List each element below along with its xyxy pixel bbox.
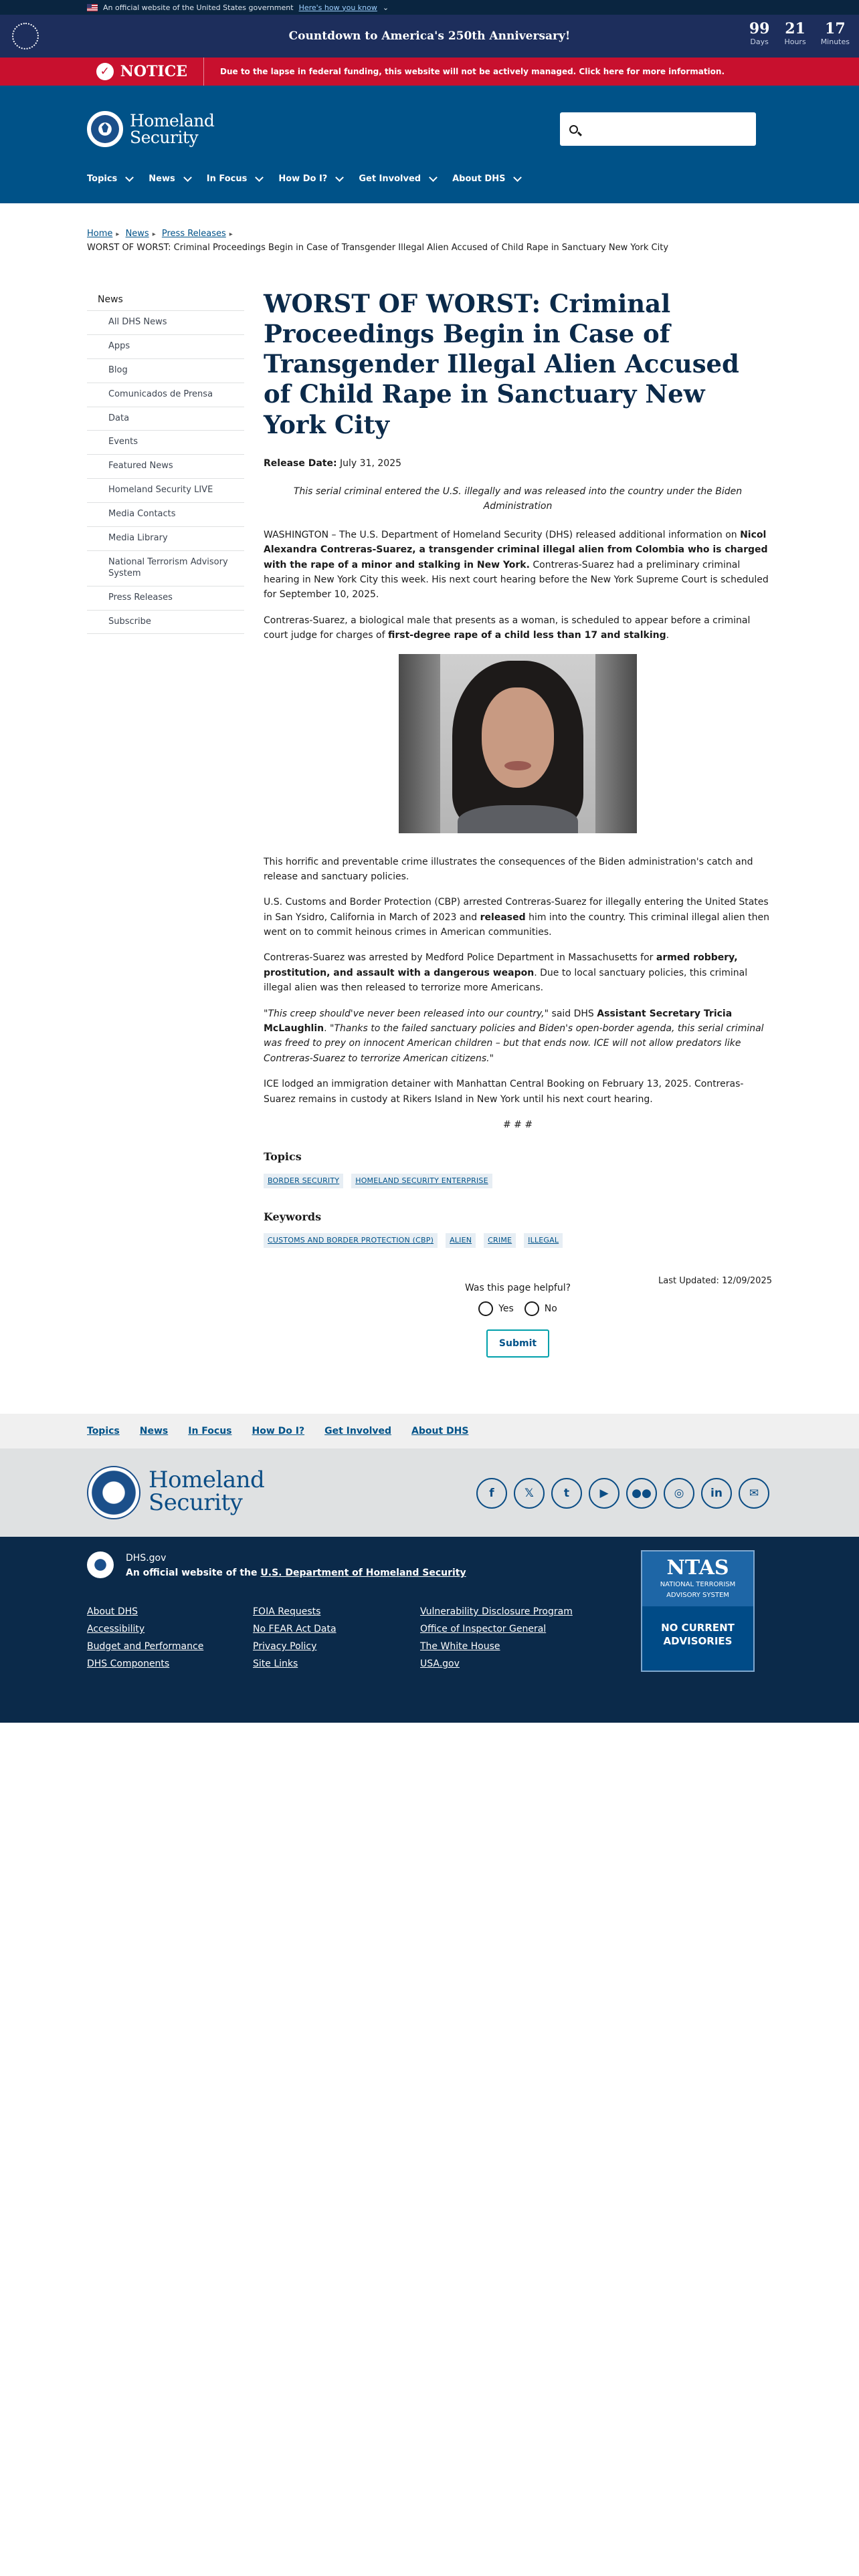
footer-link-white-house[interactable]: The White House (420, 1641, 500, 1652)
radio-no-label: No (544, 1303, 557, 1314)
text: WASHINGTON – The U.S. Department of Homeland Security (DHS) released additional information on (264, 529, 741, 540)
countdown-timer (749, 20, 850, 46)
article-summary: This serial criminal entered the U.S. illegally and was released into the country under the Biden Administration (293, 486, 743, 512)
sidebar-item-subscribe[interactable]: Subscribe (87, 611, 244, 635)
linkedin-icon[interactable]: in (701, 1478, 732, 1509)
sidebar-item-homeland-security-live[interactable]: Homeland Security LIVE (87, 479, 244, 503)
main-nav (87, 174, 520, 184)
facebook-icon[interactable]: f (476, 1478, 507, 1509)
social-links (476, 1478, 769, 1509)
footer-nav-topics[interactable]: Topics (87, 1426, 120, 1436)
search-icon[interactable] (569, 125, 578, 134)
nav-label: How Do I? (278, 174, 328, 184)
gov-banner-text: An official website of the United States government (103, 3, 294, 12)
instagram-icon[interactable]: ◎ (664, 1478, 694, 1509)
text: . Due to local sanctuary policies, this criminal illegal alien was then released to terrorize more Americans. (264, 967, 748, 994)
footer-link-oig[interactable]: Office of Inspector General (420, 1624, 547, 1634)
search-box (560, 112, 756, 146)
countdown-hours (784, 20, 805, 46)
truth-social-icon[interactable]: t (551, 1478, 582, 1509)
footer-links (87, 1606, 594, 1669)
chevron-down-icon (429, 173, 438, 182)
notice-banner[interactable] (0, 58, 859, 86)
breadcrumb-news[interactable]: News (125, 229, 149, 239)
footer-nav-in-focus[interactable]: In Focus (188, 1426, 232, 1436)
text: Contreras-Suarez, a biological male that presents as a woman, is scheduled to appear before a criminal court judge for charges of (264, 615, 751, 641)
mugshot-image (399, 654, 637, 833)
ntas-subtitle-2: ADVISORY SYSTEM (666, 1592, 729, 1599)
text: . (324, 1023, 330, 1035)
tag-alien[interactable]: ALIEN (446, 1233, 476, 1248)
footer-link-no-fear[interactable]: No FEAR Act Data (253, 1624, 337, 1634)
tag-border-security[interactable]: BORDER SECURITY (264, 1174, 343, 1188)
flickr-icon[interactable]: ●● (626, 1478, 657, 1509)
ntas-status-line-2: ADVISORIES (663, 1635, 733, 1648)
text: Contreras-Suarez had a preliminary criminal hearing in New York City this week. His next court hearing before the New York Supreme Court is scheduled for September 10, 2025. (264, 559, 769, 601)
ntas-widget[interactable] (641, 1550, 755, 1672)
nav-topics[interactable] (87, 174, 132, 184)
footer-site-name: DHS.gov (126, 1553, 167, 1564)
topics-heading: Topics (264, 1150, 302, 1164)
footer-link-about-dhs[interactable]: About DHS (87, 1606, 138, 1617)
ntas-status (642, 1606, 753, 1648)
sidebar-item-data[interactable]: Data (87, 407, 244, 431)
quote-text: "Thanks to the failed sanctuary policies and Biden's open-border agenda, this serial criminal was freed to prey on innocent American children – but that ends now. ICE will not allow predators like Contreras-Suarez to terrorize American citizens." (264, 1023, 764, 1064)
dhs-seal-icon[interactable] (87, 1466, 140, 1519)
chevron-down-icon (335, 173, 344, 182)
chevron-down-icon (255, 173, 264, 182)
nav-get-involved[interactable] (359, 174, 436, 184)
text: him into the country. This criminal illegal alien then went on to commit heinous crimes in American communities. (264, 911, 770, 938)
brand-name (130, 112, 214, 146)
bold-text: released (480, 911, 526, 923)
paragraph-1 (264, 528, 772, 603)
dhs-seal-icon (87, 111, 123, 147)
footer-nav (0, 1414, 859, 1448)
topics-tags (264, 1174, 772, 1188)
x-twitter-icon[interactable]: 𝕏 (514, 1478, 545, 1509)
photo-shirt (458, 805, 578, 833)
paragraph-4 (264, 895, 772, 940)
breadcrumb (87, 227, 668, 255)
feedback-no-option[interactable] (524, 1301, 557, 1316)
tag-crime[interactable]: CRIME (484, 1233, 516, 1248)
nav-in-focus[interactable] (207, 174, 263, 184)
chevron-down-icon[interactable]: ⌄ (382, 3, 389, 12)
sidebar-item-media-contacts[interactable]: Media Contacts (87, 503, 244, 527)
site-header (0, 86, 859, 203)
official-prefix: An official website of the (126, 1568, 261, 1578)
countdown-banner (0, 15, 859, 58)
ntas-title: NTAS (666, 1556, 729, 1580)
hours-number: 21 (785, 20, 805, 37)
nav-about-dhs[interactable] (452, 174, 520, 184)
submit-button[interactable]: Submit (486, 1329, 549, 1358)
notice-message-link[interactable]: Due to the lapse in federal funding, this website will not be actively managed. Click here for more information. (220, 67, 725, 76)
sidebar-item-all-dhs-news[interactable]: All DHS News (87, 311, 244, 335)
quote-text: "This creep should've never been released into our country," (264, 1008, 549, 1019)
dhs-seal-small-icon (87, 1551, 114, 1578)
footer-nav-how-do-i[interactable]: How Do I? (252, 1426, 305, 1436)
footer-col-3 (420, 1606, 594, 1669)
us-flag-icon (87, 4, 98, 11)
footer-nav-about-dhs[interactable]: About DHS (411, 1426, 469, 1436)
sidebar-item-ntas[interactable]: National Terrorism Advisory System (87, 551, 244, 586)
dhs-official-link[interactable]: U.S. Department of Homeland Security (260, 1568, 466, 1578)
page-title: WORST OF WORST: Criminal Proceedings Begin in Case of Transgender Illegal Alien Accused of Child Rape in Sanctuary New York City (264, 289, 739, 439)
ntas-header (642, 1551, 753, 1606)
notice-badge (0, 58, 204, 86)
youtube-icon[interactable]: ▶ (589, 1478, 619, 1509)
article (264, 289, 772, 1289)
hours-label: Hours (784, 37, 806, 47)
text: Contreras-Suarez was arrested by Medford Police Department in Massachusetts for (264, 952, 656, 964)
nav-label: Topics (87, 174, 118, 184)
breadcrumb-press-releases[interactable]: Press Releases (161, 229, 226, 239)
check-icon: ✓ (96, 63, 114, 80)
days-number: 99 (749, 20, 770, 37)
text: . (666, 630, 670, 641)
text: said DHS (549, 1008, 597, 1019)
nav-how-do-i[interactable] (278, 174, 343, 184)
gov-banner (0, 0, 859, 15)
radio-yes[interactable] (478, 1301, 493, 1316)
sidebar-nav (87, 289, 244, 634)
footer-link-budget[interactable]: Budget and Performance (87, 1641, 204, 1652)
minutes-number: 17 (825, 20, 846, 37)
release-date (264, 456, 772, 471)
nav-news[interactable] (149, 174, 190, 184)
sidebar-heading-news[interactable]: News (87, 289, 244, 311)
keywords-heading: Keywords (264, 1210, 322, 1223)
footer-brand-line-2: Security (149, 1489, 243, 1516)
paragraph-6-quote (264, 1006, 772, 1067)
release-date-value: July 31, 2025 (340, 457, 402, 469)
photo-side-left (399, 654, 440, 833)
countdown-title: Countdown to America's 250th Anniversary! (288, 29, 571, 43)
brand-line-1: Homeland (130, 111, 215, 130)
footer-link-foia[interactable]: FOIA Requests (253, 1606, 321, 1617)
paragraph-2 (264, 613, 772, 643)
end-mark: # # # (502, 1119, 533, 1130)
minutes-label: Minutes (820, 37, 850, 47)
footer-link-site-links[interactable]: Site Links (253, 1658, 298, 1669)
footer-col-2 (253, 1606, 420, 1669)
notice-label: NOTICE (120, 63, 187, 80)
sidebar-item-press-releases[interactable]: Press Releases (87, 586, 244, 611)
footer-main (0, 1537, 859, 1723)
countdown-minutes (821, 20, 850, 46)
nav-label: In Focus (206, 174, 248, 184)
keywords-tags (264, 1233, 772, 1248)
footer-brand-name[interactable] (149, 1469, 264, 1514)
photo-side-right (595, 654, 637, 833)
sidebar-item-blog[interactable]: Blog (87, 359, 244, 383)
release-date-label: Release Date: (264, 457, 337, 469)
breadcrumb-separator-icon: ▸ (116, 231, 120, 238)
footer-nav-news[interactable]: News (139, 1426, 169, 1436)
ntas-subtitle-1: NATIONAL TERRORISM (660, 1581, 736, 1588)
sidebar-item-featured-news[interactable]: Featured News (87, 455, 244, 479)
footer-link-accessibility[interactable]: Accessibility (87, 1624, 145, 1634)
sidebar-item-media-library[interactable]: Media Library (87, 527, 244, 551)
tag-cbp[interactable]: CUSTOMS AND BORDER PROTECTION (CBP) (264, 1233, 438, 1248)
days-label: Days (750, 37, 769, 47)
bold-text: armed robbery, prostitution, and assault with a dangerous weapon (264, 952, 738, 978)
america250-logo-icon (12, 23, 39, 49)
footer-nav-get-involved[interactable]: Get Involved (324, 1426, 392, 1436)
chevron-down-icon (183, 173, 192, 182)
paragraph-7: ICE lodged an immigration detainer with Manhattan Central Booking on February 13, 2025. Contreras-Suarez remains in custody at Rikers Island in New York until his next court hearing. (264, 1079, 744, 1105)
nav-label: Get Involved (359, 174, 421, 184)
heres-how-you-know-link[interactable]: Here's how you know (298, 3, 377, 12)
feedback-options (264, 1301, 772, 1316)
sidebar-item-events[interactable]: Events (87, 431, 244, 455)
radio-no[interactable] (524, 1301, 539, 1316)
email-icon[interactable]: ✉ (739, 1478, 769, 1509)
footer-link-components[interactable]: DHS Components (87, 1658, 170, 1669)
search-input[interactable] (583, 116, 744, 142)
brand-line-2: Security (130, 128, 199, 147)
feedback-form (264, 1283, 772, 1358)
photo-face (482, 687, 554, 788)
countdown-days (749, 20, 770, 46)
footer-link-privacy[interactable]: Privacy Policy (253, 1641, 317, 1652)
nav-label: About DHS (452, 174, 506, 184)
radio-yes-label: Yes (498, 1303, 514, 1314)
footer-brand-line-1: Homeland (149, 1467, 265, 1493)
sidebar-item-apps[interactable]: Apps (87, 335, 244, 359)
breadcrumb-separator-icon: ▸ (152, 231, 156, 238)
breadcrumb-separator-icon: ▸ (229, 231, 233, 238)
footer-col-1 (87, 1606, 253, 1669)
nav-label: News (149, 174, 175, 184)
tag-homeland-security-enterprise[interactable]: HOMELAND SECURITY ENTERPRISE (351, 1174, 492, 1188)
chevron-down-icon (125, 173, 134, 182)
footer-official-text (126, 1568, 466, 1578)
breadcrumb-home[interactable]: Home (87, 229, 113, 239)
feedback-yes-option[interactable] (478, 1301, 514, 1316)
last-updated: Last Updated: 12/09/2025 (658, 1275, 772, 1286)
text: U.S. Customs and Border Protection (CBP) arrested Contreras-Suarez for illegally entering the United States in San Ysidro, California in March of 2023 and (264, 897, 769, 923)
footer-link-usa-gov[interactable]: USA.gov (420, 1658, 460, 1669)
footer-brand (0, 1448, 859, 1537)
bold-text: first-degree rape of a child less than 17 and stalking (387, 630, 666, 641)
tag-illegal[interactable]: ILLEGAL (524, 1233, 563, 1248)
bold-text: Nicol Alexandra Contreras-Suarez, a transgender criminal illegal alien from Colombia who is charged with the rape of a minor and stalking in New York. (264, 529, 768, 570)
photo-lips (504, 761, 531, 770)
paragraph-5 (264, 950, 772, 995)
paragraph-3: This horrific and preventable crime illustrates the consequences of the Biden administration's catch and release and sanctuary policies. (264, 856, 753, 882)
chevron-down-icon (514, 173, 522, 182)
bold-text: Assistant Secretary Tricia McLaughlin (264, 1008, 733, 1035)
feedback-question: Was this page helpful? (464, 1283, 571, 1293)
sidebar-item-comunicados[interactable]: Comunicados de Prensa (87, 383, 244, 407)
breadcrumb-current: WORST OF WORST: Criminal Proceedings Begin in Case of Transgender Illegal Alien Accused of Child Rape in Sanctuary New York City (87, 242, 669, 253)
footer-link-vdp[interactable]: Vulnerability Disclosure Program (420, 1606, 573, 1617)
ntas-status-line-1: NO CURRENT (661, 1622, 735, 1634)
dhs-home-logo[interactable] (87, 111, 214, 147)
